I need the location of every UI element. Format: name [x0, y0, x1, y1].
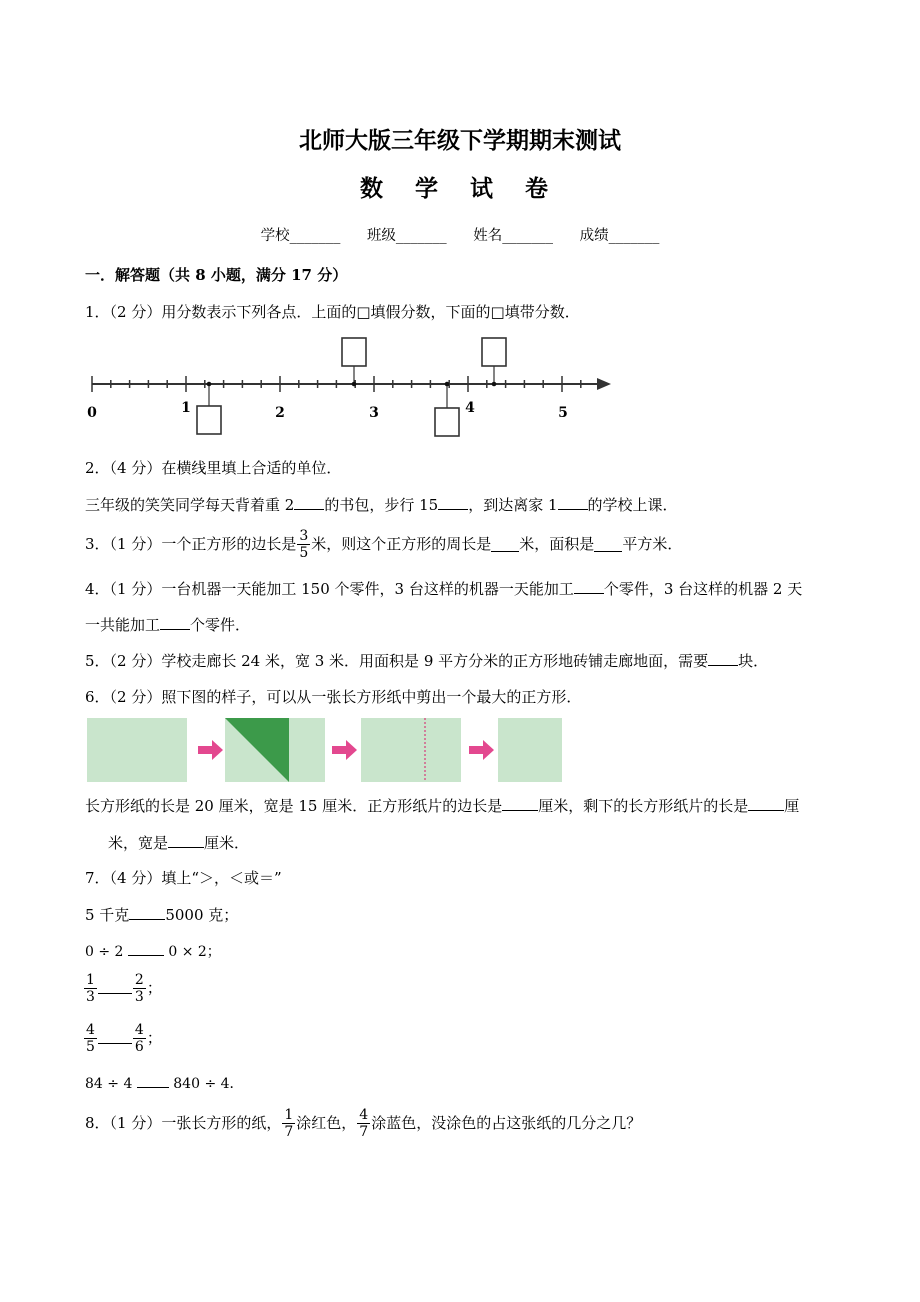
- question-4-cont: 一共能加工 个零件．: [85, 616, 251, 634]
- compare-row-1: 5 千克 5000 克；: [85, 906, 239, 924]
- class-field: 班级_______: [366, 228, 447, 244]
- section-heading: 一．解答题（共 8 小题，满分 17 分）: [85, 266, 348, 284]
- answer-blank[interactable]: [438, 494, 468, 510]
- unfolded-paper: [361, 718, 461, 782]
- tick-label-1: 1: [181, 400, 191, 416]
- arrow-right-icon: [469, 740, 494, 760]
- arrow-right-icon: [198, 740, 223, 760]
- fraction: $\frac{4}{7}$: [359, 1106, 369, 1140]
- answer-blank[interactable]: [168, 832, 204, 848]
- fraction: $\frac{3}{5}$: [299, 527, 309, 561]
- arrow-right-icon: [332, 740, 357, 760]
- fraction: $\frac{4}{6}$: [134, 1021, 144, 1055]
- answer-box-improper-2[interactable]: [482, 338, 506, 366]
- page-title: 北师大版三年级下学期期末测试: [299, 128, 621, 154]
- answer-box-mixed-1[interactable]: [197, 406, 221, 434]
- question-6: 6．（2 分）照下图的样子，可以从一张长方形纸中剪出一个最大的正方形．: [85, 688, 582, 706]
- rectangle-paper: [87, 718, 187, 782]
- number-line-figure: [85, 334, 625, 442]
- answer-blank[interactable]: [294, 494, 324, 510]
- question-4: 4．（1 分）一台机器一天能加工 150 个零件，3 台这样的机器一天能加工 个零件，3 台这样的机器 2 天: [85, 580, 803, 598]
- answer-blank[interactable]: [128, 940, 164, 956]
- tick-label-5: 5: [558, 405, 568, 421]
- school-field: 学校_______: [260, 228, 341, 244]
- question-2-body: 三年级的笑笑同学每天背着重 2 的书包，步行 15 ，到达离家 1 的学校上课．: [85, 496, 678, 514]
- point-marker: [207, 382, 212, 387]
- compare-row-4: $\frac{4}{5}$ $\frac{4}{6}$ ；: [86, 1021, 162, 1055]
- question-7: 7．（4 分）填上“＞，＜或＝”: [85, 869, 282, 887]
- answer-blank[interactable]: [98, 1033, 132, 1044]
- question-8: 8．（1 分）一张长方形的纸， $\frac{1}{7}$ 涂红色， $\frac{4}{7}$ 涂蓝色，没涂色的占这张纸的几分之几？: [85, 1106, 642, 1140]
- point-marker: [445, 382, 450, 387]
- question-5: 5．（2 分）学校走廊长 24 米，宽 3 米．用面积是 9 平方分米的正方形地砖铺走廊地面，需要 块．: [85, 652, 769, 670]
- question-2: 2．（4 分）在横线里填上合适的单位．: [85, 459, 342, 477]
- fraction: $\frac{2}{3}$: [134, 971, 144, 1005]
- answer-blank[interactable]: [502, 795, 538, 811]
- answer-blank[interactable]: [160, 614, 190, 630]
- question-1: 1．（2 分）用分数表示下列各点．上面的□填假分数，下面的□填带分数．: [85, 303, 580, 321]
- answer-blank[interactable]: [491, 536, 519, 552]
- answer-blank[interactable]: [137, 1072, 169, 1088]
- name-field: 姓名_______: [473, 228, 554, 244]
- fraction: $\frac{4}{5}$: [86, 1021, 95, 1055]
- page-subtitle: 数 学 试 卷: [359, 176, 561, 202]
- tick-label-0: 0: [87, 405, 97, 421]
- answer-box-improper-1[interactable]: [342, 338, 366, 366]
- result-square: [498, 718, 562, 782]
- answer-blank[interactable]: [129, 904, 165, 920]
- tick-label-3: 3: [369, 405, 379, 421]
- answer-blank[interactable]: [594, 536, 622, 552]
- answer-blank[interactable]: [574, 578, 604, 594]
- question-6-body: 长方形纸的长是 20 厘米，宽是 15 厘米．正方形纸片的边长是 厘米，剩下的长方形纸片的长是 厘: [85, 797, 800, 815]
- tick-label-4: 4: [465, 400, 475, 416]
- student-info-row: [0, 224, 920, 245]
- answer-blank[interactable]: [558, 494, 588, 510]
- answer-blank[interactable]: [748, 795, 784, 811]
- answer-blank[interactable]: [708, 650, 738, 666]
- fraction: $\frac{1}{3}$: [86, 971, 95, 1005]
- point-marker: [352, 382, 357, 387]
- compare-row-2: 0 ÷ 2 0 × 2；: [85, 940, 221, 962]
- compare-row-5: 84 ÷ 4 840 ÷ 4．: [85, 1072, 244, 1094]
- question-3: 3．（1 分）一个正方形的边长是 $\frac{3}{5}$ 米，则这个正方形的周长是 米，面积是 平方米．: [85, 527, 683, 561]
- compare-row-3: $\frac{1}{3}$ $\frac{2}{3}$ ；: [86, 971, 162, 1005]
- question-6-body-cont: 米，宽是 厘米．: [108, 834, 250, 852]
- answer-blank[interactable]: [98, 983, 132, 994]
- tick-label-2: 2: [275, 405, 285, 421]
- score-field: 成绩_______: [579, 228, 660, 244]
- answer-box-mixed-2[interactable]: [435, 408, 459, 436]
- fraction: $\frac{1}{7}$: [284, 1106, 294, 1140]
- point-marker: [492, 382, 497, 387]
- paper-fold-figure: [85, 716, 565, 784]
